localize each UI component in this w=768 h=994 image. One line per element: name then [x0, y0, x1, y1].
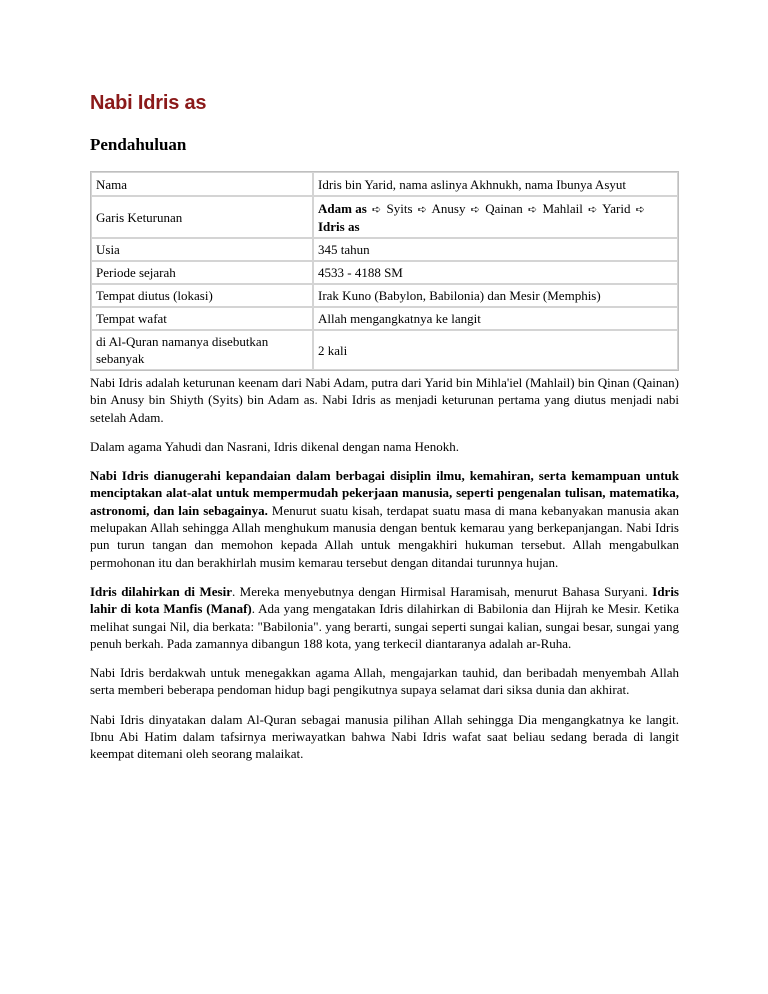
row-label: Usia — [91, 238, 313, 261]
table-row — [91, 172, 678, 196]
paragraph-text: . Ada yang mengatakan Idris dilahirkan di Babilonia dan Hijrah ke Mesir. Ketika melihat sungai Nil, dia berkata: "Babilonia". yang berarti, sungai seperti sungai kalian, sungai besar, sungai yang penuh berkah. Pada zamannya dibangun 188 kota, yang terkecil diantaranya adalah ar-Ruha. — [90, 601, 679, 651]
row-label: Periode sejarah — [91, 261, 313, 284]
row-value: 345 tahun — [313, 238, 678, 261]
arrow-icon: ➪ — [588, 202, 598, 216]
paragraph: Dalam agama Yahudi dan Nasrani, Idris dikenal dengan nama Henokh. — [90, 438, 459, 454]
paragraph: Nabi Idris dinyatakan dalam Al-Quran sebagai manusia pilihan Allah sehingga Dia mengangkatnya ke langit. Ibnu Abi Hatim dalam tafsirnya meriwayatkan bahwa Nabi Idris wafat saat beliau sedang berada di langit keempat ditemani oleh seorang malaikat. — [90, 711, 679, 762]
paragraph — [90, 583, 679, 652]
row-label: Nama — [91, 172, 313, 196]
lineage-item: Qainan — [485, 200, 523, 216]
body-text — [90, 374, 679, 775]
lineage-item: Idris as — [318, 218, 360, 234]
arrow-icon: ➪ — [417, 202, 427, 216]
table-row — [91, 284, 678, 307]
row-label: Tempat diutus (lokasi) — [91, 284, 313, 307]
document-title: Nabi Idris as — [90, 92, 207, 114]
bold-text: Idris lahir di kota Manfis (Manaf) — [90, 583, 679, 617]
section-heading: Pendahuluan — [90, 135, 187, 154]
table-row — [91, 238, 678, 261]
table-row — [91, 261, 678, 284]
row-label: Garis Keturunan — [91, 196, 313, 238]
row-value: Irak Kuno (Babylon, Babilonia) dan Mesir (Memphis) — [313, 284, 678, 307]
bold-text: Nabi Idris dianugerahi kepandaian dalam berbagai disiplin ilmu, kemahiran, serta kemampuan untuk menciptakan alat-alat untuk mempermudah pekerjaan manusia, seperti pengenalan tulisan, matematika, astronomi, dan lain sebagainya. — [90, 468, 679, 518]
row-label: Tempat wafat — [91, 307, 313, 330]
paragraph: Nabi Idris berdakwah untuk menegakkan agama Allah, mengajarkan tauhid, dan beribadah menyembah Allah serta memberi beberapa pendoman hidup bagi pengikutnya supaya selamat dari siksa dunia dan akhirat. — [90, 665, 679, 698]
arrow-icon: ➪ — [527, 202, 538, 216]
paragraph: Nabi Idris adalah keturunan keenam dari Nabi Adam, putra dari Yarid bin Mihla'iel (Mahlail) bin Qinan (Qainan) bin Anusy bin Shiyth (Syits) bin Adam as. Nabi Idris as menjadi keturunan pertama yang diutus menjadi nabi setelah Adam. — [90, 375, 679, 425]
arrow-icon: ➪ — [372, 202, 382, 216]
table-row — [91, 196, 678, 238]
row-label: di Al-Quran namanya disebutkan sebanyak — [91, 330, 313, 370]
paragraph-text: . Mereka menyebutnya dengan Hirmisal Haramisah, menurut Bahasa Suryani. — [231, 583, 653, 599]
table-row — [91, 330, 678, 370]
row-value: 4533 - 4188 SM — [313, 261, 678, 284]
bold-text: Idris dilahirkan di Mesir — [90, 583, 232, 599]
lineage-item: Syits — [386, 200, 413, 216]
arrow-icon: ➪ — [470, 202, 480, 216]
lineage-item: Mahlail — [542, 200, 583, 216]
arrow-icon: ➪ — [635, 202, 645, 216]
lineage-item: Adam as — [318, 200, 367, 216]
row-value: 2 kali — [313, 330, 678, 370]
lineage-value — [313, 196, 678, 238]
table-row — [91, 307, 678, 330]
info-table — [90, 171, 679, 371]
lineage-item: Yarid — [602, 200, 631, 216]
lineage-item: Anusy — [431, 200, 466, 216]
row-value: Idris bin Yarid, nama aslinya Akhnukh, nama Ibunya Asyut — [313, 172, 678, 196]
paragraph — [90, 467, 679, 571]
row-value: Allah mengangkatnya ke langit — [313, 307, 678, 330]
paragraph-text: Menurut suatu kisah, terdapat suatu masa di mana kebanyakan manusia akan melupakan Allah sehingga Allah menghukum manusia dengan bentuk kemarau yang berkepanjangan. Nabi Idris pun turun tangan dan memohon kepada Allah untuk mengakhiri hukuman tersebut. Allah mengabulkan permohonan itu dan berakhirlah musim kemarau tersebut dengan ditandai turunnya hujan. — [90, 502, 679, 570]
